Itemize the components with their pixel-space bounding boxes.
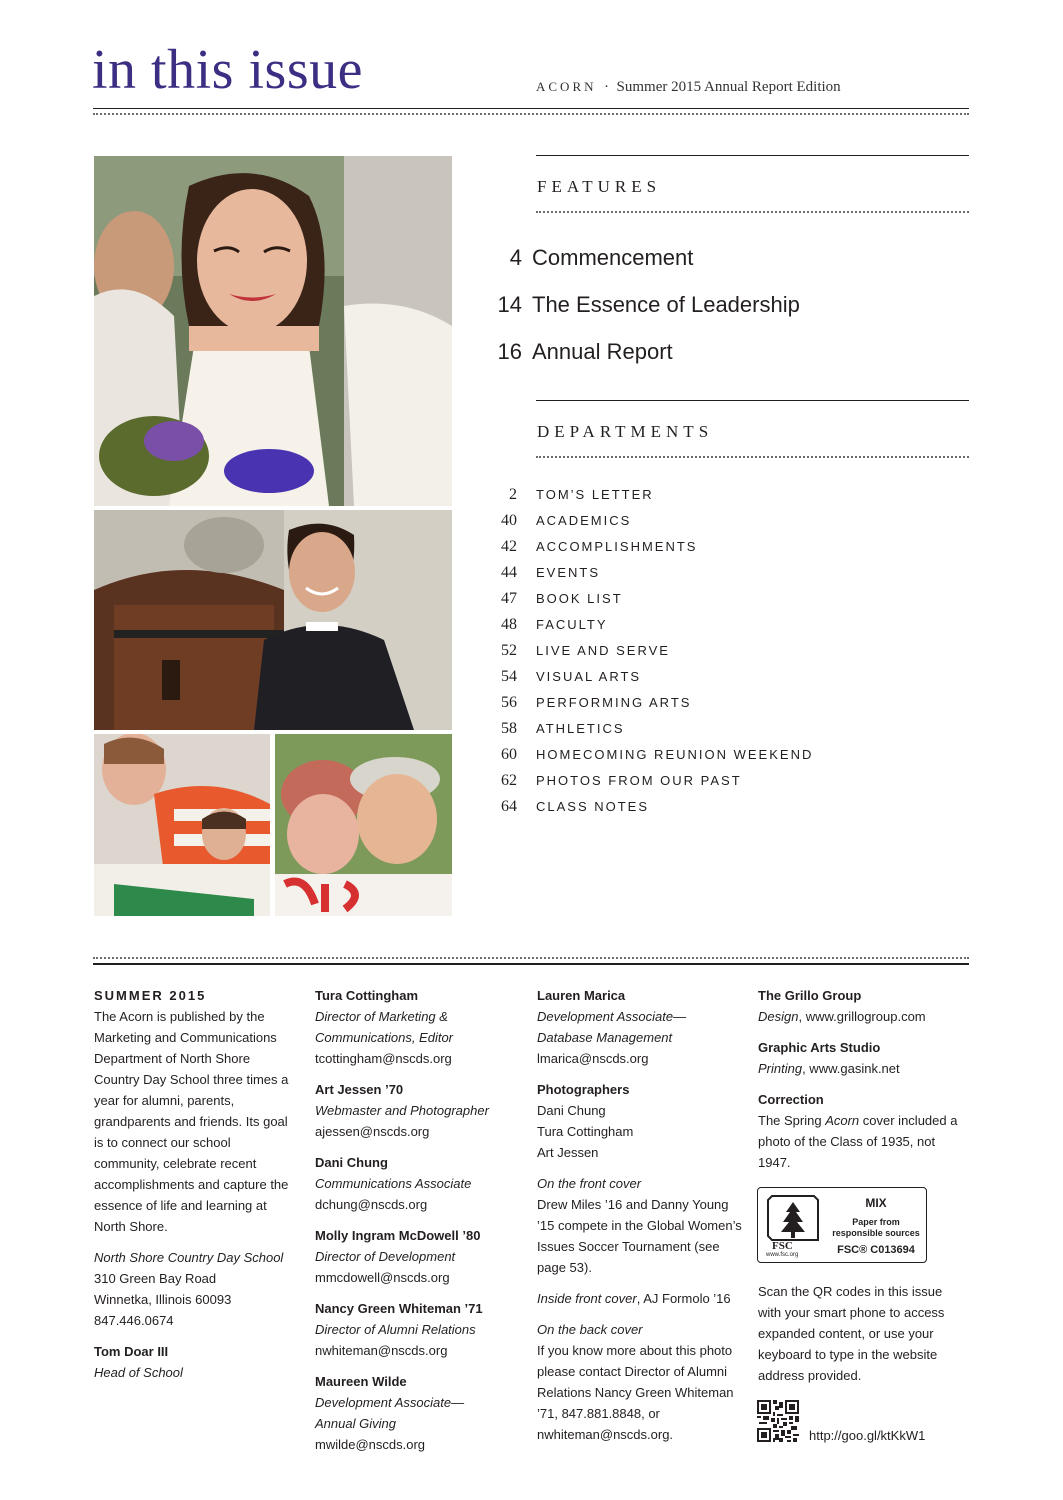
inside-cover-line	[537, 1288, 742, 1309]
masthead-column-2	[315, 985, 520, 1455]
school-street: 310 Green Bay Road	[94, 1271, 217, 1286]
department-title: ACADEMICS	[536, 513, 632, 528]
department-page-number: 2	[509, 486, 517, 503]
staff-email[interactable]: lmarica@nscds.org	[537, 1051, 649, 1066]
department-title: PERFORMING ARTS	[536, 695, 692, 710]
departments-dotted-rule	[536, 456, 969, 458]
departments-top-rule	[536, 400, 969, 401]
correction-heading: Correction	[758, 1092, 824, 1107]
department-item[interactable]	[490, 746, 960, 766]
correction-text	[758, 1110, 968, 1173]
feature-item[interactable]	[490, 292, 960, 318]
front-cover-text: Drew Miles ’16 and Danny Young ’15 compete in the Global Women’s Issues Soccer Tournament (see page 53).	[537, 1197, 742, 1275]
staff-name: Maureen Wilde	[315, 1374, 407, 1389]
staff-name: Molly Ingram McDowell ’80	[315, 1228, 481, 1243]
fsc-sources-line: responsible sources	[832, 1228, 920, 1238]
department-page-number: 64	[501, 798, 517, 815]
features-dotted-rule	[536, 211, 969, 213]
about-text: The Acorn is published by the Marketing and Communications Department of North Shore Country Day School three times a year for alumni, parents, grandparents and friends. Its goal is to connect our school community, celebrate recent accomplishments and capture the essence of life and learning at North Shore.	[94, 1009, 289, 1234]
department-title: FACULTY	[536, 617, 608, 632]
department-item[interactable]	[490, 668, 960, 688]
staff-role: Director of Marketing & Communications, Editor	[315, 1009, 453, 1045]
design-line	[758, 1006, 968, 1027]
fsc-site: www.fsc.org	[766, 1252, 799, 1258]
front-cover-label: On the front cover	[537, 1176, 642, 1191]
season-label: SUMMER 2015	[94, 988, 207, 1003]
department-page-number: 60	[501, 746, 517, 763]
chaplain-photo	[94, 510, 452, 730]
fsc-code: FSC® C013694	[837, 1244, 915, 1256]
department-item[interactable]	[490, 798, 960, 818]
staff-email[interactable]: ajessen@nscds.org	[315, 1124, 430, 1139]
qr-url-link[interactable]: http://goo.gl/ktKkW1	[809, 1428, 926, 1443]
feature-page-number: 4	[509, 245, 522, 270]
department-page-number: 47	[501, 590, 517, 607]
department-title: LIVE AND SERVE	[536, 643, 670, 658]
printing-line	[758, 1058, 968, 1079]
department-item[interactable]	[490, 694, 960, 714]
staff-email[interactable]: dchung@nscds.org	[315, 1197, 428, 1212]
printing-site[interactable]: , www.gasink.net	[802, 1061, 900, 1076]
features-top-rule	[536, 155, 969, 156]
staff-role: Webmaster and Photographer	[315, 1103, 489, 1118]
department-item[interactable]	[490, 590, 960, 610]
qr-info	[758, 1281, 968, 1386]
department-title: VISUAL ARTS	[536, 669, 642, 684]
department-title: BOOK LIST	[536, 591, 623, 606]
spirit-day-photo	[275, 734, 452, 916]
school-city: Winnetka, Illinois 60093	[94, 1292, 232, 1307]
staff-role: Communications Associate	[315, 1176, 472, 1191]
photographer-name: Dani Chung	[537, 1103, 606, 1118]
staff-role: Development Associate— Annual Giving	[315, 1395, 465, 1431]
edition-label: Summer 2015 Annual Report Edition	[616, 79, 841, 95]
department-page-number: 58	[501, 720, 517, 737]
department-item[interactable]	[490, 486, 960, 506]
feature-title: Annual Report	[532, 339, 673, 364]
correction-post: cover included a photo of the Class of 1935, not 1947.	[758, 1113, 958, 1170]
school-name: North Shore Country Day School	[94, 1250, 284, 1265]
back-cover-label: On the back cover	[537, 1322, 643, 1337]
staff-email[interactable]: tcottingham@nscds.org	[315, 1051, 452, 1066]
staff-email[interactable]: mmcdowell@nscds.org	[315, 1270, 450, 1285]
footer-rule	[93, 963, 969, 965]
masthead-column-4	[758, 985, 968, 1173]
staff-email[interactable]: mwilde@nscds.org	[315, 1437, 426, 1452]
department-item[interactable]	[490, 564, 960, 584]
staff-role: Director of Alumni Relations	[315, 1322, 476, 1337]
design-site[interactable]: , www.grillogroup.com	[798, 1009, 926, 1024]
fsc-certification-badge	[757, 1187, 927, 1263]
staff-name: Tura Cottingham	[315, 988, 419, 1003]
department-page-number: 44	[501, 564, 517, 581]
page-title: in this issue	[92, 39, 363, 101]
fsc-paper-line: Paper from	[852, 1217, 900, 1227]
features-heading: FEATURES	[537, 177, 662, 196]
staff-name: Nancy Green Whiteman ’71	[315, 1301, 483, 1316]
header-rule	[93, 108, 969, 109]
department-page-number: 62	[501, 772, 517, 789]
students-writing-photo	[94, 734, 270, 916]
inside-cover-text: , AJ Formolo ’16	[636, 1291, 731, 1306]
school-phone: 847.446.0674	[94, 1313, 174, 1328]
department-title: PHOTOS FROM OUR PAST	[536, 773, 742, 788]
staff-role: Development Associate— Database Management	[537, 1009, 687, 1045]
feature-title: Commencement	[532, 245, 694, 270]
department-item[interactable]	[490, 642, 960, 662]
staff-email[interactable]: nwhiteman@nscds.org	[315, 1343, 448, 1358]
departments-heading: DEPARTMENTS	[537, 422, 714, 441]
separator-dot: ·	[604, 79, 610, 95]
footer-dotted-rule	[93, 957, 969, 959]
department-title: TOM’S LETTER	[536, 487, 654, 502]
department-item[interactable]	[490, 772, 960, 792]
fsc-mix-label: MIX	[865, 1196, 887, 1210]
department-page-number: 48	[501, 616, 517, 633]
staff-name: Art Jessen ’70	[315, 1082, 404, 1097]
department-title: EVENTS	[536, 565, 601, 580]
printing-label: Printing	[758, 1061, 803, 1076]
fsc-logo-text: FSC	[772, 1240, 793, 1252]
issue-subtitle	[536, 79, 841, 96]
head-title: Head of School	[94, 1365, 183, 1380]
masthead-column-3	[537, 985, 742, 1445]
photographer-name: Tura Cottingham	[537, 1124, 634, 1139]
department-page-number: 42	[501, 538, 517, 555]
photographers-heading: Photographers	[537, 1082, 630, 1097]
correction-pre: The Spring	[758, 1113, 826, 1128]
masthead-column-1	[94, 985, 294, 1383]
design-label: Design	[758, 1009, 799, 1024]
feature-item[interactable]	[490, 339, 960, 365]
department-item[interactable]	[490, 720, 960, 740]
qr-instructions: Scan the QR codes in this issue with your smart phone to access expanded content, or use your keyboard to type in the website address provided.	[758, 1284, 945, 1383]
qr-code-icon[interactable]	[757, 1400, 799, 1442]
printer-name: Graphic Arts Studio	[758, 1040, 881, 1055]
back-cover-text: If you know more about this photo please contact Director of Alumni Relations Nancy Green Whiteman ’71, 847.881.8848, or nwhiteman@nscds.org.	[537, 1343, 734, 1442]
commencement-photo	[94, 156, 452, 506]
department-item[interactable]	[490, 512, 960, 532]
feature-page-number: 16	[497, 339, 522, 364]
correction-magazine: Acorn	[825, 1113, 860, 1128]
department-title: ACCOMPLISHMENTS	[536, 539, 698, 554]
department-item[interactable]	[490, 538, 960, 558]
feature-title: The Essence of Leadership	[532, 292, 800, 317]
design-firm: The Grillo Group	[758, 988, 862, 1003]
department-title: HOMECOMING REUNION WEEKEND	[536, 747, 814, 762]
staff-name: Lauren Marica	[537, 988, 626, 1003]
department-page-number: 54	[501, 668, 517, 685]
department-page-number: 56	[501, 694, 517, 711]
department-title: ATHLETICS	[536, 721, 625, 736]
head-name: Tom Doar III	[94, 1344, 169, 1359]
header-dotted-rule	[93, 113, 969, 115]
photographer-name: Art Jessen	[537, 1145, 599, 1160]
department-item[interactable]	[490, 616, 960, 636]
feature-page-number: 14	[497, 292, 522, 317]
staff-role: Director of Development	[315, 1249, 456, 1264]
department-page-number: 52	[501, 642, 517, 659]
feature-item[interactable]	[490, 245, 960, 271]
department-page-number: 40	[501, 512, 517, 529]
magazine-name: ACORN	[536, 79, 597, 94]
staff-name: Dani Chung	[315, 1155, 388, 1170]
inside-cover-label: Inside front cover	[537, 1291, 637, 1306]
department-title: CLASS NOTES	[536, 799, 650, 814]
